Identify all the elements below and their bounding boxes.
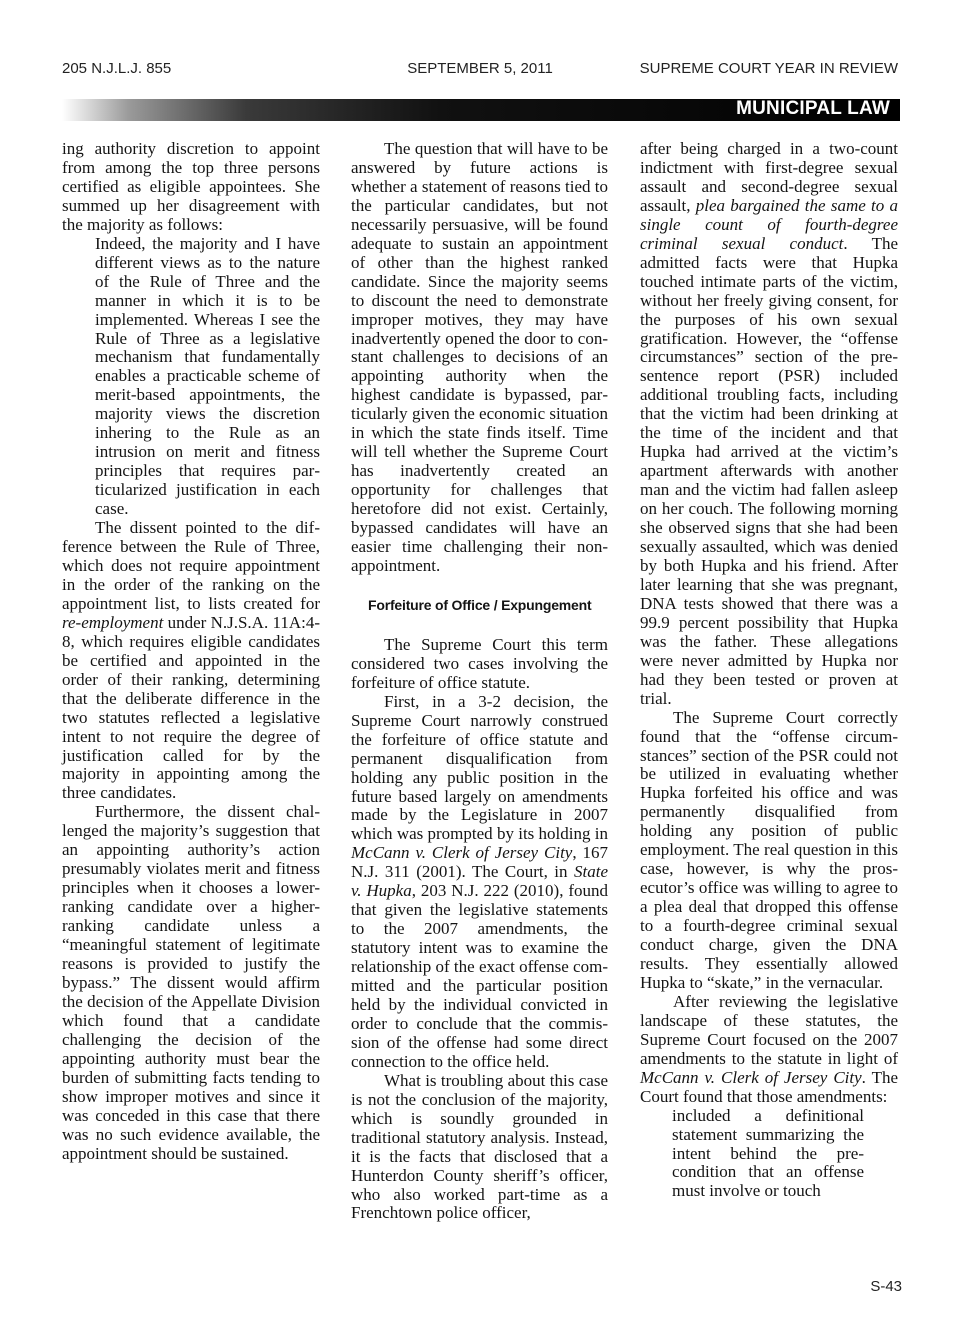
paragraph: Furthermore, the dissent challenged the majority’s suggestion that an appointing authority’s action presumably violates merit and fitness principles when it chooses a lower-ranking candidate over a higher-ranking candidate unless a “meaningful statement of legitimate reasons is provided to justify the bypass.” The dissent would affirm the decision of the Appellate Division which found that a candidate challenging the decision of the appointing authority must bear the burden of submitting facts tending to show improper motives and since it was conceded in this case that there was no such evidence available, the appointment should be sustained. xyxy=(62,802,320,1163)
case-citation: McCann v. Clerk of Jersey City xyxy=(351,843,573,863)
paragraph: The Supreme Court correctly found that the “offense circumstances” section of the PSR could not be utilized in evaluating whether Hupka forfeited his office and was permanently disqualified from holding any position of public employment. The real question in this case, however, is why the prosecutor’s office was willing to agree to a plea deal that dropped this offense to a fourth-degree criminal sexual conduct charge, given the DNA results. They essentially allowed Hupka to “skate,” in the vernacular. xyxy=(640,707,898,992)
text-run: after being charged in a two-count indictment with first-degree sexual assault and second-degree sexual assault, xyxy=(640,139,898,215)
italic-phrase: plea bargained the same to a single count of fourth-degree criminal sexual conduct xyxy=(640,195,898,253)
paragraph: The question that will have to be answered by future actions is whether a statement of reasons tied to the particular candidates, but not necessarily persuasive, will be found adequate to sustain an appointment of other than the highest ranked candidate. Since the majority seems to discount the need to demonstrate improper motives, they may have inadvertently opened the door to constant challenges to decisions of an appointing authority when the highest candidate is bypassed, particularly given the economic situation in which the state finds itself. Time will tell whether the Supreme Court has inadvertently created an opportunity for challenges that heretofore did not exist. Certainly, bypassed candidates will have an easier time challenging their non-appointment. xyxy=(351,139,608,575)
case-citation: McCann v. Clerk of Jersey City xyxy=(640,1067,862,1087)
section-title: MUNICIPAL LAW xyxy=(736,98,890,119)
text-run: After reviewing the legislative landscape of these statutes, the Supreme Court focused on the 2007 amendments to the statute in light of xyxy=(640,991,898,1068)
column-2 xyxy=(351,140,608,1223)
paragraph xyxy=(640,993,898,1107)
page-number: S-43 xyxy=(870,1278,902,1295)
italic-term: re-employment xyxy=(62,612,164,632)
case-citation: State v. Hupka xyxy=(351,862,608,901)
column-3 xyxy=(640,140,898,1201)
text-run: under N.J.S.A. 11A:4-8, which requires eligible candidates be certified and appointed in the order of their ranking, determining that the deliberate difference in the two statutes reflected a legislative intent to not require the degree of justification called for by the majority in appointing among the three candidates. xyxy=(62,612,320,803)
subheading: Forfeiture of Office / Expungement xyxy=(368,596,592,613)
text-run: . The Court found that those amendments: xyxy=(640,1067,898,1106)
column-1 xyxy=(62,140,320,1163)
issue-date: SEPTEMBER 5, 2011 xyxy=(407,60,553,77)
text-run: , 167 N.J. 311 (2001). The Court, in xyxy=(351,843,608,882)
running-header xyxy=(62,60,898,82)
paragraph xyxy=(640,140,898,709)
publication-title: SUPREME COURT YEAR IN REVIEW xyxy=(639,60,898,77)
text-run: First, in a 3-2 decision, the Supreme Court narrowly construed the forfeiture of office statute and permanent disqualification from holding any public position in the future based largely on amendments made by the Legislature in 2007 which was prompted by its holding in xyxy=(351,691,608,844)
paragraph: The Supreme Court this term considered two cases involving the forfeiture of office statute. xyxy=(351,634,608,692)
block-quote: Indeed, the majority and I have different views as to the nature of the Rule of Three and the manner in which it is to be implemented. Whereas I see the Rule of Three as a legislative mechanism that fundamentally enables a practicable scheme of merit-based appointments, the majority views the discretion inhering to the Rule as an intrusion on merit and fitness principles that requires particularized justification in each case. xyxy=(95,233,320,519)
text-run: . The admitted facts were that Hupka touched intimate parts of the victim, without her freely giving consent, for the purposes of his own sexual gratification. However, the “offense circumstances” section of the pre-sentence report (PSR) included additional troubling facts, including that the victim had been drinking at the time of the incident and that Hupka had arrived at the victim’s apartment afterwards with another man and the victim had fallen asleep on her couch. The following morning she observed signs that she had been sexually assaulted, which was denied by both Hupka and his friend. After later learning that she was pregnant, DNA tests showed that there was a 99.9 percent possibility that Hupka was the father. These allegations were never admitted by Hupka nor had they been tested or proven at trial. xyxy=(640,233,899,708)
paragraph: What is troubling about this case is not the conclusion of the majority, which is soundly grounded in traditional statutory analysis. Instead, it is the facts that disclosed that a Hunterdon County sheriff’s officer, who also worked part-time as a Frenchtown police officer, xyxy=(351,1070,608,1223)
journal-citation: 205 N.J.L.J. 855 xyxy=(62,60,172,77)
text-run: The dissent pointed to the difference between the Rule of Three, which does not require appointment in the order of the ranking on the appointment list, to lists created for xyxy=(62,518,320,613)
block-quote: included a definitional statement summarizing the intent behind the precondition that an offense must involve or touch xyxy=(672,1105,864,1201)
paragraph xyxy=(351,693,608,1072)
text-run: , 203 N.J. 222 (2010), found that given the legislative statements to the 2007 amendments, the statutory intent was to examine the relationship of the exact offense committed and the particular position held by the individual convicted in order to conclude that the commission of the offense had some direct connection to the office held. xyxy=(351,881,608,1071)
paragraph xyxy=(62,519,320,803)
paragraph: ing authority discretion to appoint from among the top three persons certified as eligible appointees. She summed up her disagreement with the majority as follows: xyxy=(62,139,320,234)
